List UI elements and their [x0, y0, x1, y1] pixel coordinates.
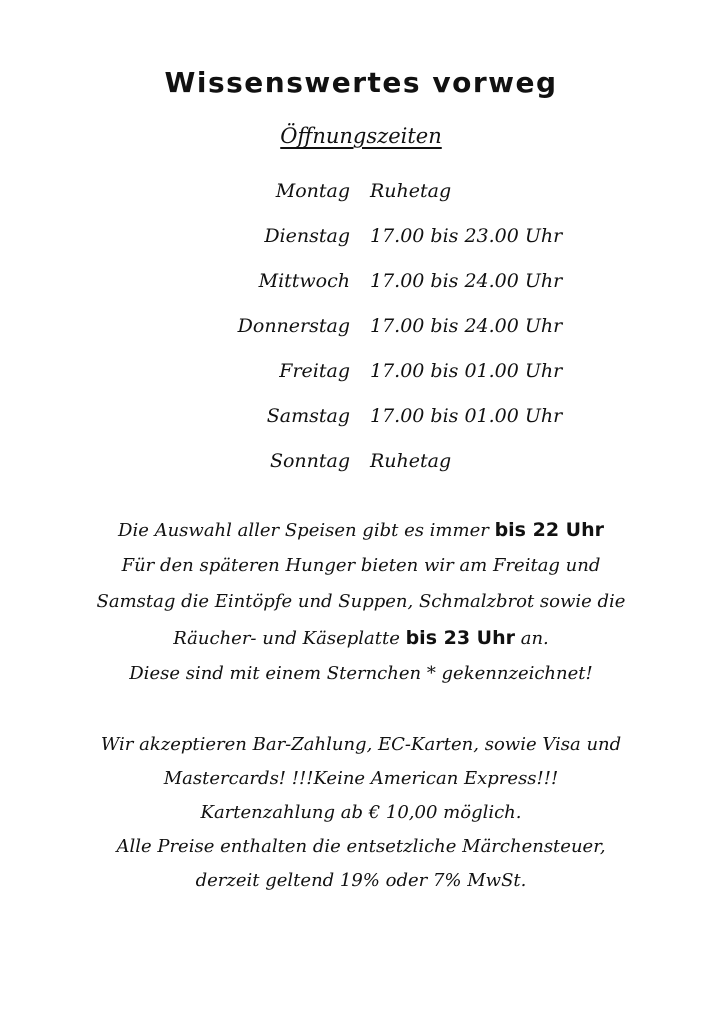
day-label: Mittwoch	[258, 269, 350, 292]
info-line	[0, 512, 722, 548]
hours-row-donnerstag	[150, 303, 610, 348]
day-label: Freitag	[279, 359, 350, 382]
food-info-block	[0, 512, 722, 692]
time-value: 17.00 bis 01.00 Uhr	[370, 359, 563, 382]
time-value: 17.00 bis 01.00 Uhr	[370, 404, 563, 427]
day-label: Dienstag	[264, 224, 350, 247]
info-text: Räucher- und Käseplatte	[173, 628, 406, 649]
hours-row-mittwoch	[150, 258, 610, 303]
info-line: Samstag die Eintöpfe und Suppen, Schmalzbrot sowie die	[96, 591, 626, 612]
payment-line: Mastercards! !!!Keine American Express!!!	[163, 768, 559, 789]
hours-row-montag	[150, 168, 610, 213]
info-text: an.	[515, 628, 549, 649]
info-line: Für den späteren Hunger bieten wir am Freitag und	[121, 555, 601, 576]
payment-line: Kartenzahlung ab € 10,00 möglich.	[200, 802, 522, 823]
day-label: Samstag	[266, 404, 350, 427]
hours-row-dienstag	[150, 213, 610, 258]
opening-hours-heading: Öffnungszeiten	[280, 124, 442, 148]
hours-row-freitag	[150, 348, 610, 393]
info-line	[0, 620, 722, 656]
info-emphasis: bis 22 Uhr	[494, 519, 604, 541]
hours-row-sonntag	[150, 438, 610, 483]
time-value: 17.00 bis 23.00 Uhr	[370, 224, 563, 247]
time-value: 17.00 bis 24.00 Uhr	[370, 314, 563, 337]
payment-info-block	[0, 728, 722, 898]
day-label: Sonntag	[269, 449, 350, 472]
opening-hours-table	[150, 168, 610, 483]
payment-line: derzeit geltend 19% oder 7% MwSt.	[195, 870, 527, 891]
payment-line: Wir akzeptieren Bar-Zahlung, EC-Karten, sowie Visa und	[100, 734, 622, 755]
day-label: Donnerstag	[237, 314, 350, 337]
time-value: 17.00 bis 24.00 Uhr	[370, 269, 563, 292]
page-title: Wissenswertes vorweg	[164, 66, 558, 99]
info-line: Diese sind mit einem Sternchen * gekennzeichnet!	[129, 663, 593, 684]
hours-row-samstag	[150, 393, 610, 438]
payment-line: Alle Preise enthalten die entsetzliche Märchensteuer,	[116, 836, 606, 857]
time-value: Ruhetag	[370, 179, 452, 202]
time-value: Ruhetag	[370, 449, 452, 472]
day-label: Montag	[275, 179, 350, 202]
info-emphasis: bis 23 Uhr	[405, 627, 515, 649]
info-text: Die Auswahl aller Speisen gibt es immer	[118, 520, 495, 541]
